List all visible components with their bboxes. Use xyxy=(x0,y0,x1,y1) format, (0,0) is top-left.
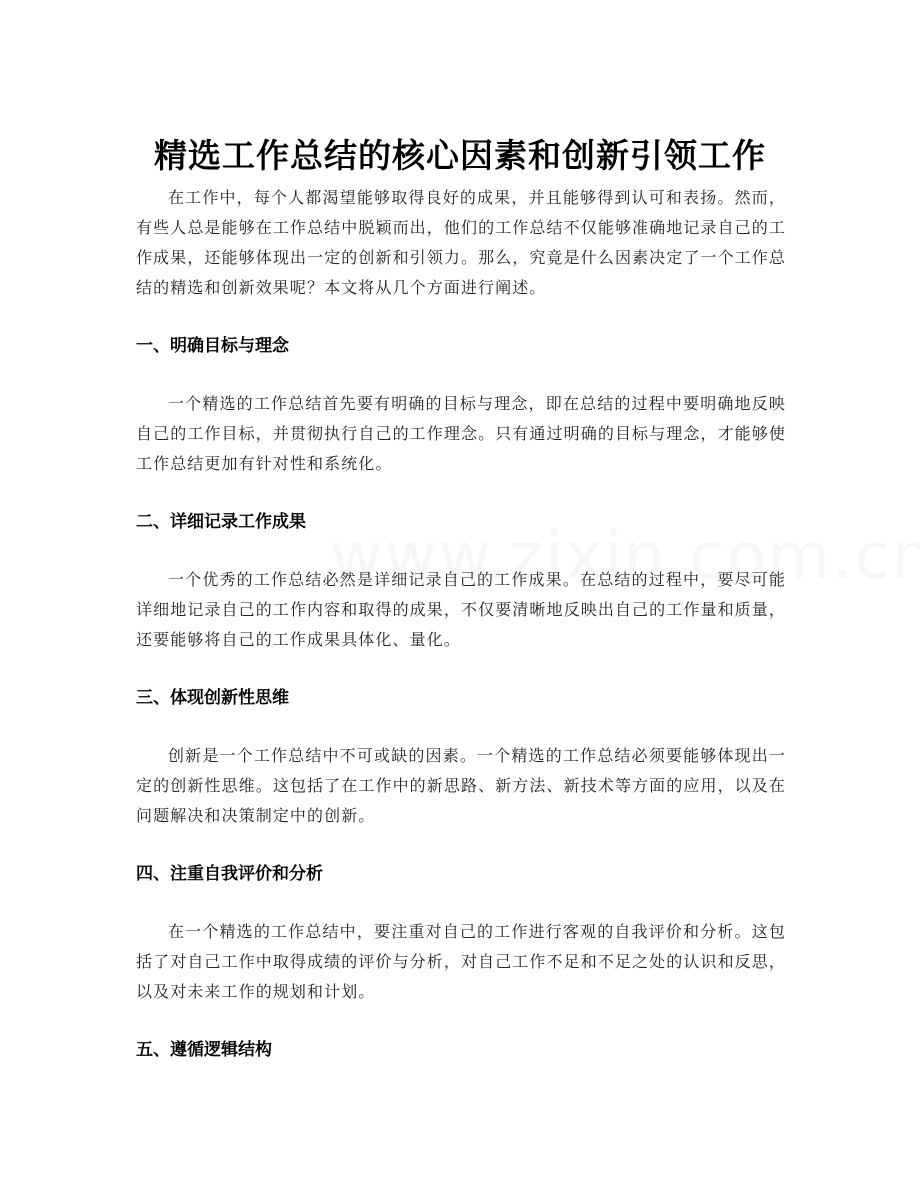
section-heading-2: 二、详细记录工作成果 xyxy=(136,512,306,532)
page-title: 精选工作总结的核心因素和创新引领工作 xyxy=(154,136,766,176)
intro-paragraph: 在工作中，每个人都渴望能够取得良好的成果，并且能够得到认可和表扬。然而，有些人总是能够在工作总结中脱颖而出，他们的工作总结不仅能够准确地记录自己的工作成果，还能够体现出一定的创新和引领力。那么，究竟是什么因素决定了一个工作总结的精选和创新效果呢？本文将从几个方面进行阐述。 xyxy=(136,188,786,297)
section-body-2: 一个优秀的工作总结必然是详细记录自己的工作成果。在总结的过程中，要尽可能详细地记录自己的工作内容和取得的成果，不仅要清晰地反映出自己的工作量和质量，还要能够将自己的工作成果具体化、量化。 xyxy=(136,570,786,649)
section-body-3: 创新是一个工作总结中不可或缺的因素。一个精选的工作总结必须要能够体现出一定的创新性思维。这包括了在工作中的新思路、新方法、新技术等方面的应用，以及在问题解决和决策制定中的创新。 xyxy=(136,746,786,825)
section-heading-4: 四、注重自我评价和分析 xyxy=(136,864,323,884)
section-body-1: 一个精选的工作总结首先要有明确的目标与理念，即在总结的过程中要明确地反映自己的工作目标，并贯彻执行自己的工作理念。只有通过明确的目标与理念，才能够使工作总结更加有针对性和系统化。 xyxy=(136,394,786,473)
section-heading-3: 三、体现创新性思维 xyxy=(136,688,289,708)
document-body xyxy=(136,183,786,1065)
section-heading-5: 五、遵循逻辑结构 xyxy=(136,1040,272,1060)
section-body-4: 在一个精选的工作总结中，要注重对自己的工作进行客观的自我评价和分析。这包括了对自己工作中取得成绩的评价与分析，对自己工作不足和不足之处的认识和反思，以及对未来工作的规划和计划。 xyxy=(136,922,786,1001)
section-heading-1: 一、明确目标与理念 xyxy=(136,336,289,356)
